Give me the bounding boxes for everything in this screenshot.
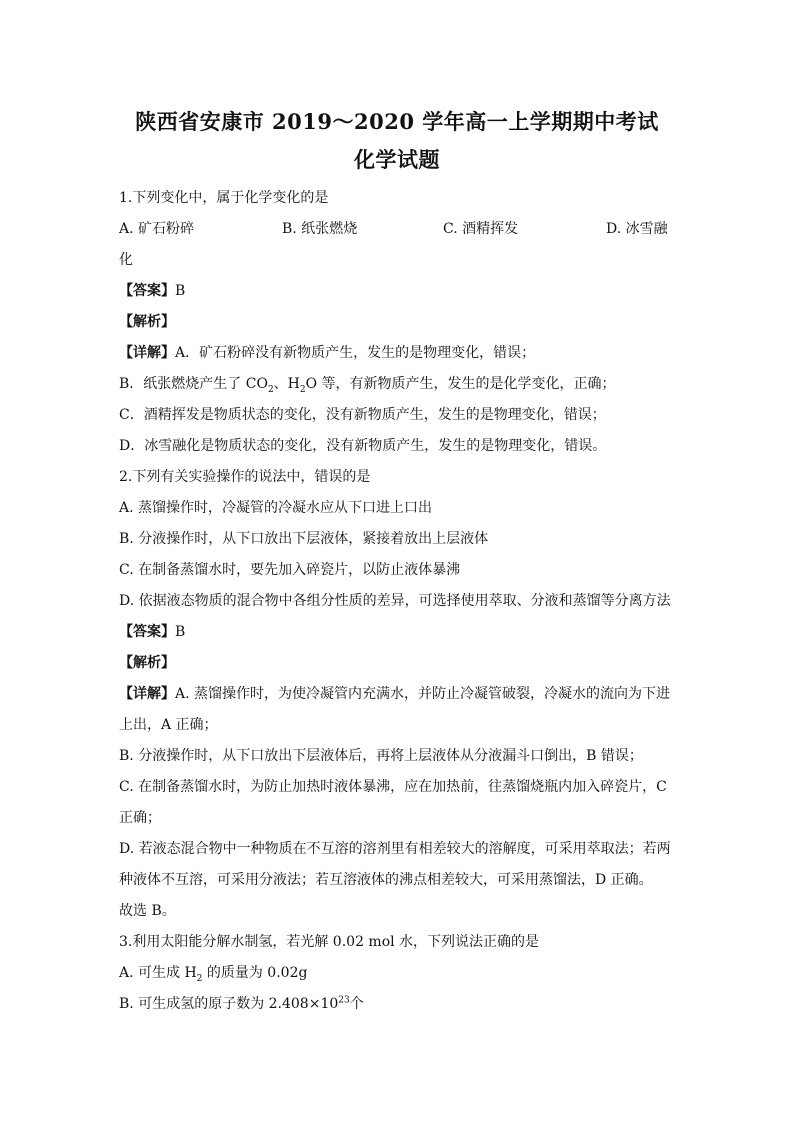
q2-detail-d-line2: 种液体不互溶，可采用分液法；若互溶液体的沸点相差较大，可采用蒸馏法，D 正确。 [119,872,653,888]
document-title: 陕西省安康市 2019～2020 学年高一上学期期中考试 [135,109,659,134]
q1-option-c: C. 酒精挥发 [443,221,519,237]
question-1-stem: 1.下列变化中，属于化学变化的是 [119,190,329,206]
q1-detail-d: D．冰雪融化是物质状态的变化，没有新物质产生，发生的是物理变化，错误。 [119,438,607,454]
question-3-stem: 3.利用太阳能分解水制氢，若光解 0.02 mol 水，下列说法正确的是 [119,934,540,950]
answer-value: B [175,283,186,299]
option-text: 个 [349,996,364,1012]
detail-text: O 等，有新物质产生，发生的是化学变化，正确； [305,376,616,392]
superscript: 23 [338,995,350,1006]
subscript: 2 [267,384,274,395]
q2-option-b: B. 分液操作时，从下口放出下层液体，紧接着放出上层液体 [119,531,489,547]
q1-answer [119,276,679,307]
document-subtitle: 化学试题 [354,147,440,172]
q2-detail-a-line2: 上出，A 正确； [119,717,218,733]
detail-text: 、H [273,376,300,392]
q2-option-c: C. 在制备蒸馏水时，要先加入碎瓷片，以防止液体暴沸 [119,562,461,578]
q1-option-a: A. 矿石粉碎 [119,221,195,237]
question-1-options [119,214,679,245]
option-text: A. 可生成 H [119,965,197,981]
q1-detail-c: C．酒精挥发是物质状态的变化，没有新物质产生，发生的是物理变化，错误； [119,407,606,423]
q3-option-a [119,958,679,989]
subscript: 2 [196,973,203,984]
detail-text: A. 蒸馏操作时，为使冷凝管内充满水，并防止冷凝管破裂，冷凝水的流向为下进 [175,686,671,702]
detail-text: A．矿石粉碎没有新物质产生，发生的是物理变化，错误； [175,345,536,361]
answer-value: B [175,624,186,640]
q3-option-b [119,989,679,1020]
answer-tag: 【答案】 [119,624,175,640]
detail-tag: 【详解】 [119,345,175,361]
q1-option-d: D. 冰雪融 [606,221,668,237]
q2-detail-c-line1: C. 在制备蒸馏水时，为防止加热时液体暴沸，应在加热前，往蒸馏烧瓶内加入碎瓷片，C [119,779,667,795]
q2-option-a: A. 蒸馏操作时，冷凝管的冷凝水应从下口进上口出 [119,500,433,516]
q2-detail-b: B. 分液操作时，从下口放出下层液体后，再将上层液体从分液漏斗口倒出，B 错误； [119,748,643,764]
q1-option-d-continued: 化 [119,252,133,268]
option-text: B. 可生成氢的原子数为 2.408×10 [119,996,339,1012]
q1-analysis-tag: 【解析】 [119,314,175,330]
q2-option-d: D. 依据液态物质的混合物中各组分性质的差异，可选择使用萃取、分液和蒸馏等分离方法 [119,593,671,609]
q1-detail-b [119,369,679,400]
detail-text: B．纸张燃烧产生了 CO [119,376,268,392]
document-body [119,183,679,1020]
q1-option-b: B. 纸张燃烧 [282,221,358,237]
question-2-stem: 2.下列有关实验操作的说法中，错误的是 [119,469,371,485]
subscript: 2 [299,384,306,395]
detail-tag: 【详解】 [119,686,175,702]
q2-conclusion: 故选 B。 [119,903,176,919]
q2-answer [119,617,679,648]
answer-tag: 【答案】 [119,283,175,299]
q1-detail-a [119,338,679,369]
q2-analysis-tag: 【解析】 [119,655,175,671]
q2-detail-d-line1: D. 若液态混合物中一种物质在不互溶的溶剂里有相差较大的溶解度，可采用萃取法；若两 [119,841,671,857]
q2-detail-a-line1 [119,679,679,710]
option-text: 的质量为 0.02g [202,965,308,981]
q2-detail-c-line2: 正确； [119,810,161,826]
